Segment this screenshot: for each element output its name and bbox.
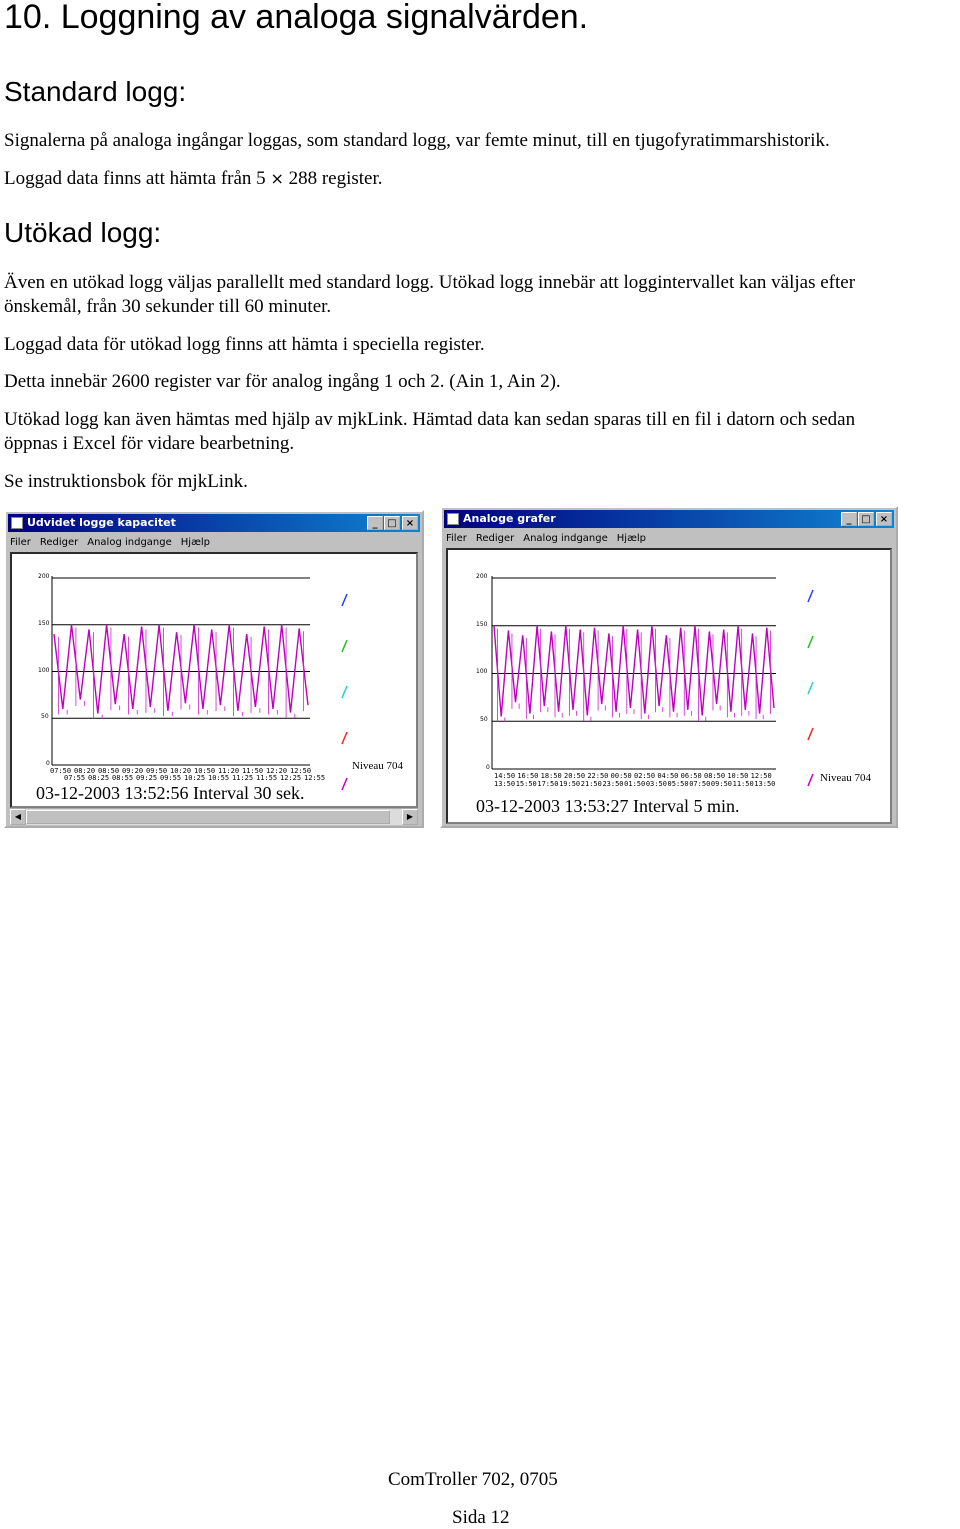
x-tick-label: 11:20 <box>218 767 240 775</box>
x-tick-label: 10:50 <box>194 767 216 775</box>
menu-rediger[interactable]: Rediger <box>475 533 515 544</box>
timestamp-interval: 03-12-2003 13:52:56 Interval 30 sek. <box>36 783 305 803</box>
x-tick-label: 01:50 <box>624 780 646 788</box>
y-tick-label: 0 <box>46 760 50 767</box>
window-title: Analoge grafer <box>463 512 556 525</box>
x-tick-label: 02:50 <box>634 772 656 780</box>
x-tick-label: 13:50 <box>494 780 516 788</box>
chart-area <box>10 552 418 808</box>
menu-filer[interactable]: Filer <box>446 533 467 544</box>
legend-swatch <box>342 732 347 744</box>
timestamp-interval: 03-12-2003 13:53:27 Interval 5 min. <box>476 796 740 816</box>
x-tick-label: 10:20 <box>170 767 192 775</box>
legend-swatch <box>808 682 813 694</box>
x-tick-label: 12:50 <box>290 767 312 775</box>
x-tick-label: 09:25 <box>136 774 158 782</box>
close-button[interactable]: × <box>876 512 892 526</box>
x-tick-label: 12:20 <box>266 767 288 775</box>
legend-swatch <box>342 640 347 652</box>
x-tick-label: 09:20 <box>122 767 144 775</box>
x-tick-label: 09:50 <box>146 767 168 775</box>
x-tick-label: 08:50 <box>704 772 726 780</box>
x-tick-label: 10:25 <box>184 774 206 782</box>
legend-swatch <box>342 686 347 698</box>
app-icon <box>11 517 23 529</box>
app-icon <box>447 513 459 525</box>
utokad-paragraph-2: Loggad data för utökad logg finns att hämta i speciella register. <box>4 334 485 355</box>
window-udvidet-logge <box>4 510 424 828</box>
y-tick-label: 100 <box>38 667 50 674</box>
x-tick-label: 08:55 <box>112 774 134 782</box>
x-tick-label: 12:50 <box>750 772 772 780</box>
x-tick-label: 08:50 <box>98 767 120 775</box>
legend-swatch <box>342 594 347 606</box>
utokad-paragraph-5: Se instruktionsbok för mjkLink. <box>4 471 248 492</box>
series-line <box>494 626 774 717</box>
x-tick-label: 10:50 <box>727 772 749 780</box>
standard-paragraph-1: Signalerna på analoga ingångar loggas, som standard logg, var femte minut, till en tjugofyratimmarshistorik. <box>4 130 830 151</box>
minimize-button[interactable]: _ <box>367 516 383 530</box>
chart-area <box>446 548 892 824</box>
utokad-paragraph-1a: Även en utökad logg väljas parallellt med standard logg. Utökad logg innebär att loggintervallet kan väljas efter <box>4 272 856 293</box>
x-tick-label: 13:50 <box>754 780 776 788</box>
x-tick-label: 00:50 <box>610 772 632 780</box>
footer-page-number: Sida 12 <box>452 1507 510 1528</box>
menu-bar <box>446 530 655 548</box>
utokad-paragraph-4b: öppnas i Excel för vidare bearbetning. <box>4 433 295 454</box>
x-tick-label: 03:50 <box>645 780 667 788</box>
x-tick-label: 08:20 <box>74 767 96 775</box>
menu-hjaelp[interactable]: Hjælp <box>180 537 211 548</box>
x-tick-label: 20:50 <box>564 772 586 780</box>
y-tick-label: 0 <box>486 764 490 771</box>
y-tick-label: 150 <box>476 621 488 628</box>
menu-analog-indgange[interactable]: Analog indgange <box>523 533 608 544</box>
niveau-label: Niveau 704 <box>352 760 404 772</box>
x-tick-label: 06:50 <box>680 772 702 780</box>
x-tick-label: 12:55 <box>304 774 326 782</box>
y-tick-label: 150 <box>38 620 50 627</box>
scroll-thumb[interactable] <box>26 810 390 824</box>
y-tick-label: 50 <box>41 713 49 720</box>
x-tick-label: 07:55 <box>64 774 86 782</box>
legend-swatch <box>342 778 347 790</box>
page-heading: 10. Loggning av analoga signalvärden. <box>4 0 589 36</box>
standard-paragraph-2: Loggad data finns att hämta från 5 × 288 register. <box>4 168 383 189</box>
footer-product: ComTroller 702, 0705 <box>388 1469 558 1490</box>
window-titlebar[interactable] <box>444 510 894 528</box>
x-tick-label: 09:55 <box>160 774 182 782</box>
menu-bar <box>10 534 219 552</box>
x-tick-label: 10:55 <box>208 774 230 782</box>
horizontal-scrollbar[interactable] <box>10 808 418 825</box>
x-tick-label: 08:25 <box>88 774 110 782</box>
x-tick-label: 17:50 <box>537 780 559 788</box>
legend-swatch <box>808 636 813 648</box>
niveau-label: Niveau 704 <box>820 772 872 784</box>
scroll-left-icon[interactable]: ◀ <box>10 809 26 825</box>
x-tick-label: 19:50 <box>559 780 581 788</box>
legend-swatch <box>808 774 813 786</box>
window-titlebar[interactable] <box>8 514 420 532</box>
utokad-paragraph-1b: önskemål, från 30 sekunder till 60 minuter. <box>4 296 332 317</box>
x-tick-label: 21:50 <box>580 780 602 788</box>
utokad-logg-heading: Utökad logg: <box>4 217 162 248</box>
menu-filer[interactable]: Filer <box>10 537 31 548</box>
x-tick-label: 12:25 <box>280 774 302 782</box>
x-tick-label: 23:50 <box>602 780 624 788</box>
minimize-button[interactable]: _ <box>841 512 857 526</box>
x-tick-label: 15:50 <box>515 780 537 788</box>
window-analoge-grafer <box>440 506 898 828</box>
utokad-paragraph-3: Detta innebär 2600 register var för analog ingång 1 och 2. (Ain 1, Ain 2). <box>4 371 561 392</box>
x-tick-label: 07:50 <box>50 767 72 775</box>
x-tick-label: 14:50 <box>494 772 516 780</box>
window-title: Udvidet logge kapacitet <box>27 516 176 529</box>
y-tick-label: 200 <box>38 573 50 580</box>
maximize-button[interactable]: □ <box>858 512 874 526</box>
scroll-right-icon[interactable]: ▶ <box>402 809 418 825</box>
close-button[interactable]: × <box>402 516 418 530</box>
x-tick-label: 11:50 <box>732 780 754 788</box>
x-tick-label: 18:50 <box>540 772 562 780</box>
legend-swatch <box>808 728 813 740</box>
standard-logg-heading: Standard logg: <box>4 76 187 107</box>
x-tick-label: 11:25 <box>232 774 254 782</box>
y-tick-label: 100 <box>476 668 488 675</box>
legend-swatch <box>808 590 813 602</box>
y-tick-label: 50 <box>480 716 488 723</box>
x-tick-label: 22:50 <box>587 772 609 780</box>
menu-analog-indgange[interactable]: Analog indgange <box>87 537 172 548</box>
x-tick-label: 07:50 <box>689 780 711 788</box>
x-tick-label: 09:50 <box>710 780 732 788</box>
x-tick-label: 11:50 <box>242 767 264 775</box>
menu-rediger[interactable]: Rediger <box>39 537 79 548</box>
x-tick-label: 05:50 <box>667 780 689 788</box>
x-tick-label: 11:55 <box>256 774 278 782</box>
maximize-button[interactable]: □ <box>384 516 400 530</box>
menu-hjaelp[interactable]: Hjælp <box>616 533 647 544</box>
y-tick-label: 200 <box>476 573 488 580</box>
x-tick-label: 16:50 <box>517 772 539 780</box>
utokad-paragraph-4a: Utökad logg kan även hämtas med hjälp av mjkLink. Hämtad data kan sedan sparas till en fil i datorn och sedan <box>4 409 856 430</box>
x-tick-label: 04:50 <box>657 772 679 780</box>
